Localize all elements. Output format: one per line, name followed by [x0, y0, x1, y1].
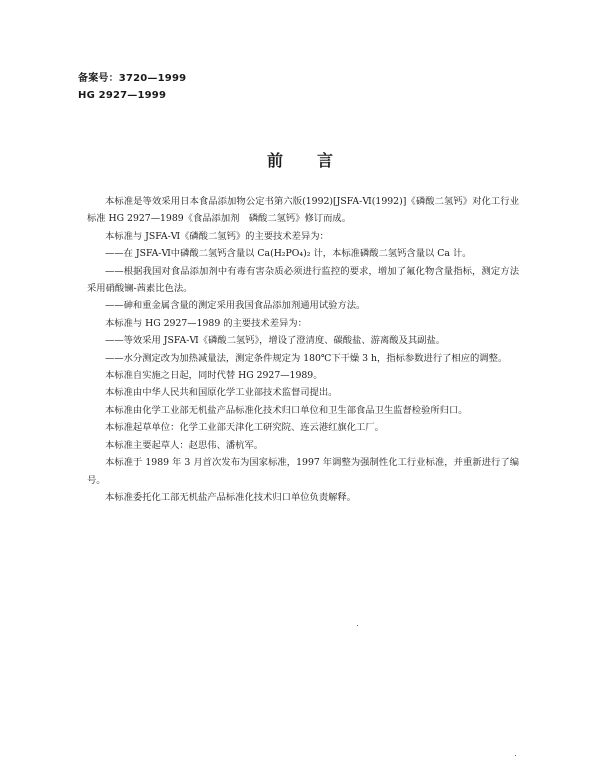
paragraph: 本标准于 1989 年 3 月首次发布为国家标准，1997 年调整为强制性化工行业标准，并重新进行了编号。 [87, 457, 519, 486]
list-item: ——砷和重金属含量的测定采用我国食品添加剂通用试验方法。 [105, 300, 366, 312]
list-item: ——水分测定改为加热减量法，测定条件规定为 180℃下干燥 3 h，指标参数进行了相应的调整。 [105, 352, 508, 364]
page-title: 前言 [266, 151, 367, 170]
paragraph: 本标准起草单位：化学工业部天津化工研究院、连云港红旗化工厂。 [105, 422, 384, 434]
list-item: ——在 JSFA-Ⅵ中磷酸二氢钙含量以 Ca(H₂PO₄)₂ 计，本标准磷酸二氢钙含量以 Ca 计。 [105, 248, 472, 260]
paragraph: 本标准与 HG 2927—1989 的主要技术差异为： [105, 317, 307, 329]
paragraph: 本标准主要起草人：赵思伟、潘杭军。 [105, 439, 264, 451]
paragraph: 本标准由化学工业部无机盐产品标准化技术归口单位和卫生部食品卫生监督检验所归口。 [105, 404, 468, 416]
record-number: 备案号：3720—1999 [78, 73, 187, 84]
standard-code: HG 2927—1999 [78, 90, 167, 101]
paragraph: 本标准自实施之日起，同时代替 HG 2927—1989。 [105, 370, 323, 382]
paragraph: 本标准与 JSFA-Ⅵ《磷酸二氢钙》的主要技术差异为： [105, 230, 329, 242]
paragraph: 本标准由中华人民共和国原化学工业部技术监督司提出。 [105, 387, 338, 399]
paragraph: 本标准是等效采用日本食品添加物公定书第六版(1992)[JSFA-Ⅵ(1992)]《磷酸二氢钙》对化工行业标准 HG 2927—1989《食品添加剂 磷酸二氢钙》修订而成。 [87, 196, 519, 225]
list-item: ——等效采用 JSFA-Ⅵ《磷酸二氢钙》，增设了澄清度、碳酸盐、游离酸及其副盐。 [105, 335, 446, 347]
paragraph: 本标准委托化工部无机盐产品标准化技术归口单位负责解释。 [105, 491, 357, 503]
document-header [78, 70, 186, 104]
list-item: ——根据我国对食品添加剂中有毒有害杂质必须进行监控的要求，增加了氟化物含量指标，测定方法采用硝酸镧-茜素比色法。 [87, 265, 519, 295]
scan-speck [515, 755, 516, 756]
scan-speck [357, 625, 358, 626]
foreword-body [87, 193, 519, 506]
